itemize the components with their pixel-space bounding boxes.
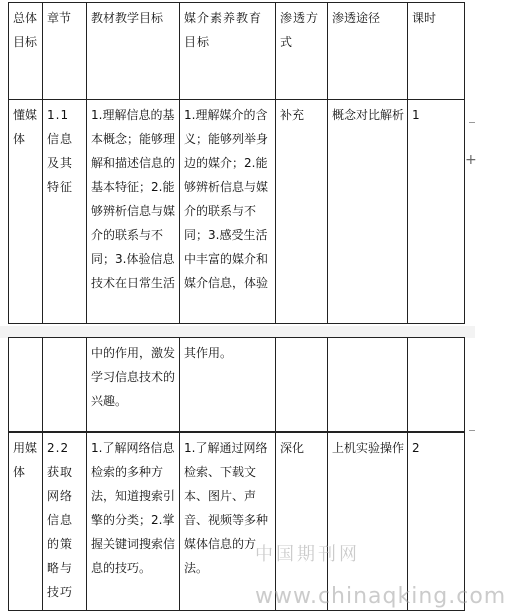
header-integration-path: 渗透途径: [328, 3, 408, 100]
header-integration-method: 渗透方式: [276, 3, 328, 100]
cell-overall-goal: 用媒体: [9, 433, 43, 611]
watermark-url: www.chinaqking.com: [255, 584, 506, 609]
cell-textbook-goal: 1.理解信息的基本概念；能够理解和描述信息的基本特征；2.能够辨析信息与媒介的联系与不同；3.体验信息技术在日常生活: [87, 100, 180, 324]
lesson-plan-table-continued: [8, 337, 465, 432]
header-overall-goal: 总体目标: [9, 3, 43, 100]
lesson-plan-table: [8, 2, 465, 324]
cell-integration-method: 深化: [276, 433, 328, 611]
header-media-literacy-goal: 媒介素养教育目标: [180, 3, 276, 100]
table-row: [9, 100, 465, 324]
header-textbook-goal: 教材教学目标: [87, 3, 180, 100]
cell-integration-path-cont: [328, 338, 408, 432]
cell-chapter: 2.2 获取网络信息的策略与技巧: [43, 433, 87, 611]
cell-integration-method-cont: [276, 338, 328, 432]
margin-mark: [469, 122, 475, 123]
margin-mark: [469, 430, 475, 431]
cell-chapter: 1.1 信息及其特征: [43, 100, 87, 324]
cell-integration-method: 补充: [276, 100, 328, 324]
header-chapter: 章节: [43, 3, 87, 100]
cell-integration-path: 上机实验操作: [328, 433, 408, 611]
watermark-text: 中国期刊网: [255, 544, 360, 565]
cell-textbook-goal-cont: 中的作用，激发学习信息技术的兴趣。: [87, 338, 180, 432]
cell-media-literacy-goal-cont: 其作用。: [180, 338, 276, 432]
cell-media-literacy-goal: 1.理解媒介的含义；能够列举身边的媒介；2.能够辨析信息与媒介的联系与不同；3.感受生活中丰富的媒介和媒介信息，体验: [180, 100, 276, 324]
cell-class-hours-cont: [408, 338, 465, 432]
cell-overall-goal: 懂媒体: [9, 100, 43, 324]
cell-class-hours: 2: [408, 433, 465, 611]
cell-overall-goal-cont: [9, 338, 43, 432]
cell-textbook-goal: 1.了解网络信息检索的多种方法，知道搜索引擎的分类；2.掌握关键词搜索信息的技巧。: [87, 433, 180, 611]
cell-media-literacy-goal: 1.了解通过网络检索、下载文本、图片、声音、视频等多种媒体信息的方法。: [180, 433, 276, 611]
plus-icon[interactable]: +: [465, 152, 477, 168]
cell-integration-path: 概念对比解析: [328, 100, 408, 324]
header-class-hours: 课时: [408, 3, 465, 100]
table-header-row: [9, 3, 465, 100]
cell-class-hours: 1: [408, 100, 465, 324]
table-row: [9, 338, 465, 432]
cell-chapter-cont: [43, 338, 87, 432]
